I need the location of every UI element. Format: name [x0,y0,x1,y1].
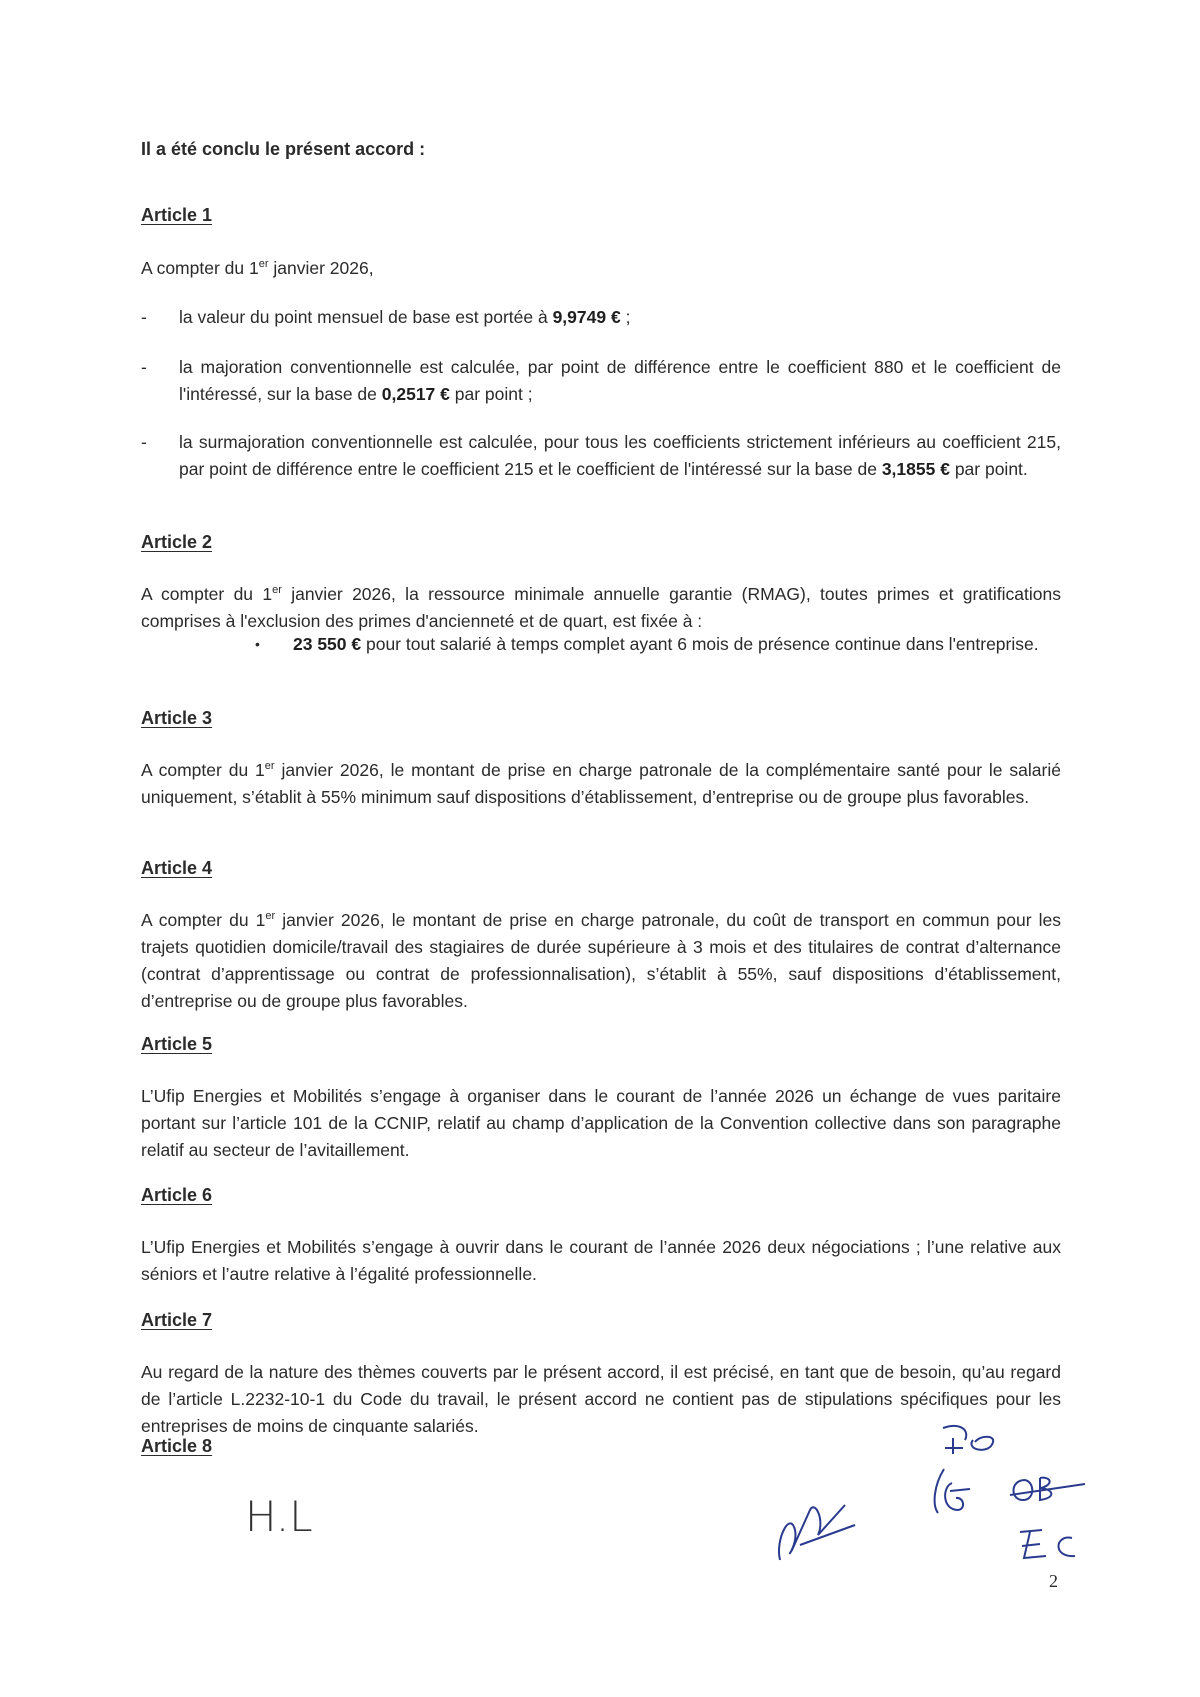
article-5-heading: Article 5 [141,1034,213,1054]
article-2-text: A compter du 1er janvier 2026, la ressource minimale annuelle garantie (RMAG), toutes primes et gratifications comprises à l'exclusion des primes d'ancienneté et de quart, est fixée à : [141,584,1061,631]
article-2-heading: Article 2 [141,532,213,552]
article-7-heading: Article 7 [141,1310,213,1330]
article-1-item-3: - la surmajoration conventionnelle est calculée, pour tous les coefficients strictement inférieurs au coefficient 215, par point de différence entre le coefficient 215 et le coefficient de l'intéressé sur la base de 3,1855 € par point. [141,429,1061,483]
article-7-text: Au regard de la nature des thèmes couverts par le présent accord, il est précisé, en tant que de besoin, qu’au regard de l’article L.2232-10-1 du Code du travail, le présent accord ne contient pas de stipulations spécifiques pour les entreprises de moins de cinquante salariés. [141,1362,1061,1436]
dash-marker: - [141,307,147,327]
dash-marker: - [141,357,147,377]
article-1-lead: A compter du 1er janvier 2026, [141,258,374,278]
article-1-heading: Article 1 [141,205,213,225]
article-8-heading: Article 8 [141,1436,213,1456]
article-6-text: L’Ufip Energies et Mobilités s’engage à ouvrir dans le courant de l’année 2026 deux négociations ; l’une relative aux séniors et l’autre relative à l’égalité professionnelle. [141,1237,1061,1284]
article-1-item-1: - la valeur du point mensuel de base est portée à 9,9749 € ; [141,304,1061,331]
initials-ec-icon [1010,1520,1090,1570]
article-5-text: L’Ufip Energies et Mobilités s’engage à organiser dans le courant de l’année 2026 un échange de vues paritaire portant sur l’article 101 de la CCNIP, relatif au champ d’application de la Convention collective dans son paragraphe relatif au secteur de l’avitaillement. [141,1086,1061,1160]
initials-ob-icon [1005,1470,1090,1515]
intro-statement: Il a été conclu le présent accord : [141,139,426,159]
bullet-marker: • [255,636,260,652]
article-3-text: A compter du 1er janvier 2026, le montant de prise en charge patronale de la complémentaire santé pour le salarié uniquement, s’établit à 55% minimum sauf dispositions d’établissement, d’entreprise ou de groupe plus favorables. [141,760,1061,807]
initials-do-icon [935,1420,1005,1460]
dash-marker: - [141,432,147,452]
signature-scribble-icon [770,1490,860,1570]
handwritten-initials-left: H.L [245,1492,313,1541]
article-4-text: A compter du 1er janvier 2026, le montant de prise en charge patronale, du coût de transport en commun pour les trajets quotidien domicile/travail des stagiaires de durée supérieure à 3 mois et des titulaires de contrat d’alternance (contrat d’apprentissage ou contrat de professionnalisation), s’établit à 55%, sauf dispositions d’établissement, d’entreprise ou de groupe plus favorables. [141,910,1061,1011]
article-6-heading: Article 6 [141,1185,213,1205]
initials-lg-icon [930,1465,990,1520]
page-number: 2 [1049,1571,1058,1591]
article-1-item-2: - la majoration conventionnelle est calculée, par point de différence entre le coefficient 880 et le coefficient de l'intéressé, sur la base de 0,2517 € par point ; [141,354,1061,408]
article-4-heading: Article 4 [141,858,213,878]
article-2-bullet: • 23 550 € pour tout salarié à temps complet ayant 6 mois de présence continue dans l'entreprise. [255,631,1061,658]
article-3-heading: Article 3 [141,708,213,728]
